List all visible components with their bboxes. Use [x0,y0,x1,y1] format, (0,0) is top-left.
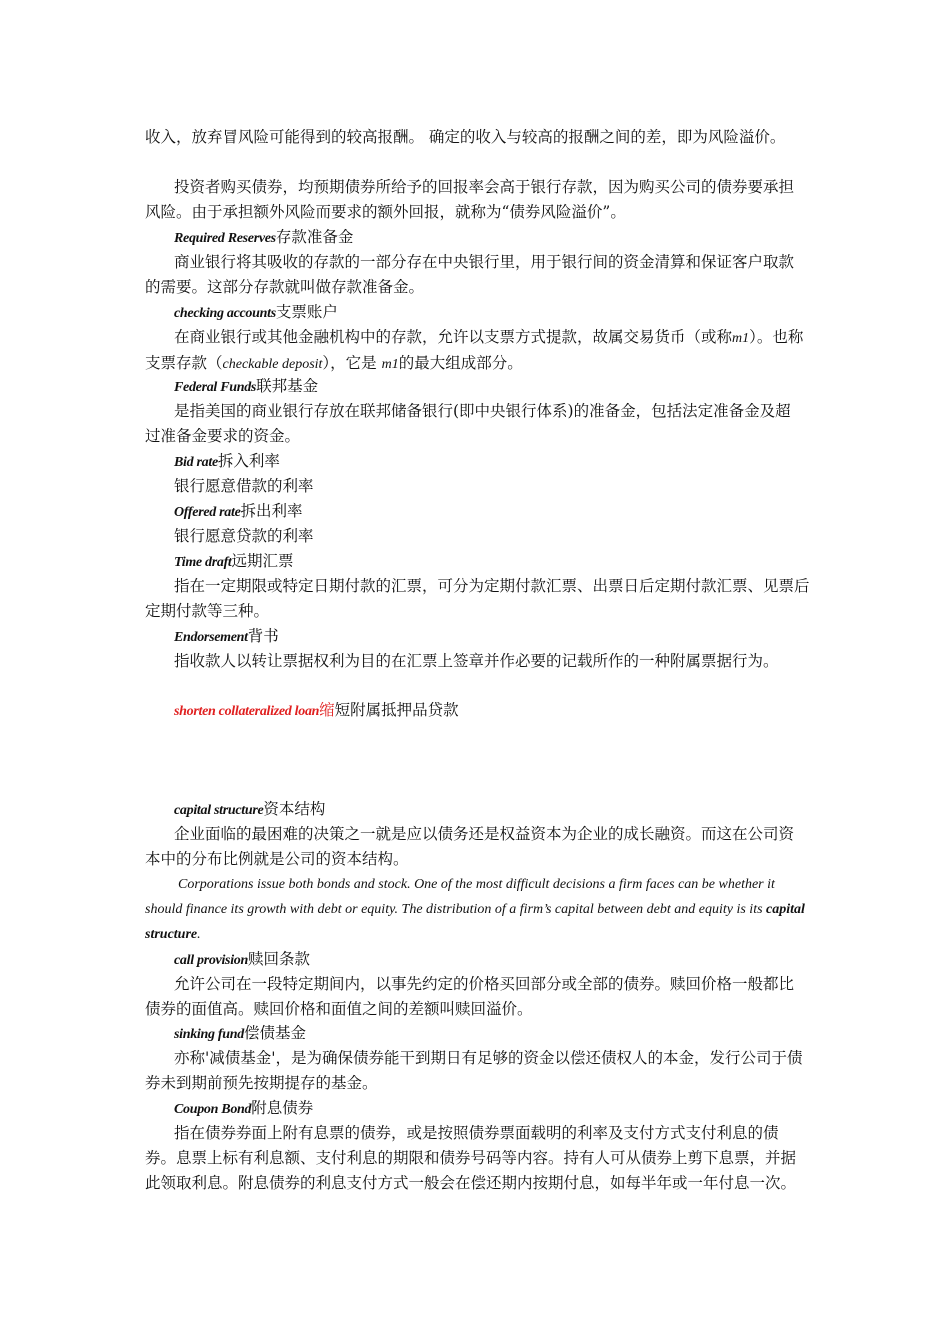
term-en: call provision [174,953,248,968]
intro-risk-premium-text: 收入，放弃冒风险可能得到的较高报酬。 确定的收入与较高的报酬之间的差，即为风险溢价。 [145,128,786,146]
def-part: checkable deposit [222,357,323,372]
def-required-reserves: 商业银行将其吸收的存款的一部分存在中央银行里，用于银行间的资金清算和保证客户取款的需要。这部分存款就叫做存款准备金。 [145,253,795,296]
term-checking-accounts [174,300,338,326]
def-part: m1 [732,331,750,346]
term-time-draft [174,549,294,575]
quote-end: . [197,927,201,942]
term-en: shorten collateralized loan [174,704,320,719]
def-time-draft: 指在一定期限或特定日期付款的汇票，可分为定期付款汇票、出票日后定期付款汇票、见票后定期付款等三种。 [145,577,810,620]
term-zh: 短附属抵押品贷款 [334,701,459,719]
term-call-provision [174,947,310,973]
def-offered-rate: 银行愿意贷款的利率 [174,527,314,545]
def-checking-accounts [145,325,805,377]
def-part: 在商业银行或其他金融机构中的存款，允许以支票方式提款，故属交易货币（或称 [174,328,733,346]
def-capital-structure: 企业面临的最困难的决策之一就是应以债务还是权益资本为企业的成长融资。而这在公司资本中的分布比例就是公司的资本结构。 [145,825,795,868]
term-en: capital structure [174,803,264,818]
term-zh: 存款准备金 [275,228,354,246]
term-en: Required Reserves [174,231,276,246]
term-en: sinking fund [174,1027,244,1042]
term-zh: 背书 [247,627,279,645]
term-zh: 拆入利率 [217,452,280,470]
term-required-reserves [174,225,353,251]
term-sinking-fund [174,1021,306,1047]
def-part: m1 [381,357,399,372]
term-en: Endorsement [174,630,248,645]
term-capital-structure [174,797,325,823]
term-shorten-collateralized-loan [174,698,459,724]
intro-bond-risk-premium-text: 投资者购买债券，均预期债券所给予的回报率会高于银行存款，因为购买公司的债券要承担风险。由于承担额外风险而要求的额外回报，就称为“债券风险溢价”。 [145,178,795,221]
def-part: 的最大组成部分。 [398,354,523,372]
term-zh: 联邦基金 [256,377,319,395]
term-coupon-bond [174,1096,313,1122]
def-part: ）。也称支票存款（ [145,328,804,372]
def-part: ），它是 [322,354,382,372]
def-endorsement: 指收款人以转让票据权利为目的在汇票上签章并作必要的记载所作的一种附属票据行为。 [174,652,779,670]
term-zh: 附息债券 [251,1099,314,1117]
quote-term: capital structure [145,902,805,942]
term-zh-highlight: 缩 [319,701,335,719]
term-zh: 远期汇票 [231,552,294,570]
term-zh: 赎回条款 [247,950,310,968]
def-call-provision: 允许公司在一段特定期间内，以事先约定的价格买回部分或全部的债券。赎回价格一般都比债券的面值高。赎回价格和面值之间的差额叫赎回溢价。 [145,975,795,1018]
term-en: Federal Funds [174,380,257,395]
term-federal-funds [174,374,318,400]
term-bid-rate [174,449,280,475]
term-en: Coupon Bond [174,1102,252,1117]
term-en: checking accounts [174,306,276,321]
term-offered-rate [174,499,303,525]
def-bid-rate: 银行愿意借款的利率 [174,477,314,495]
term-en: Offered rate [174,505,241,520]
term-endorsement [174,624,279,650]
def-federal-funds: 是指美国的商业银行存放在联邦储备银行(即中央银行体系)的准备金，包括法定准备金及超过准备金要求的资金。 [145,402,791,445]
term-en: Bid rate [174,455,218,470]
term-en: Time draft [174,555,232,570]
term-zh: 拆出利率 [240,502,303,520]
term-zh: 资本结构 [263,800,326,818]
term-zh: 偿债基金 [243,1024,306,1042]
term-zh: 支票账户 [275,303,338,321]
def-sinking-fund: 亦称'减债基金'，是为确保债券能干到期日有足够的资金以偿还债权人的本金，发行公司于债券未到期前预先按期提存的基金。 [145,1049,803,1092]
quote-text: Corporations issue both bonds and stock. One of the most difficult decisions a firm faces can be whether it should finance its growth with debt or equity. The distribution of a firm’s capital between debt and equity is its [145,877,775,917]
quote-capital-structure [145,872,807,947]
def-coupon-bond: 指在债券券面上附有息票的债券，或是按照债券票面载明的利率及支付方式支付利息的债券。息票上标有利息额、支付利息的期限和债券号码等内容。持有人可从债券上剪下息票，并据此领取利息。附息债券的利息支付方式一般会在偿还期内按期付息，如每半年或一年付息一次。 [145,1124,797,1192]
